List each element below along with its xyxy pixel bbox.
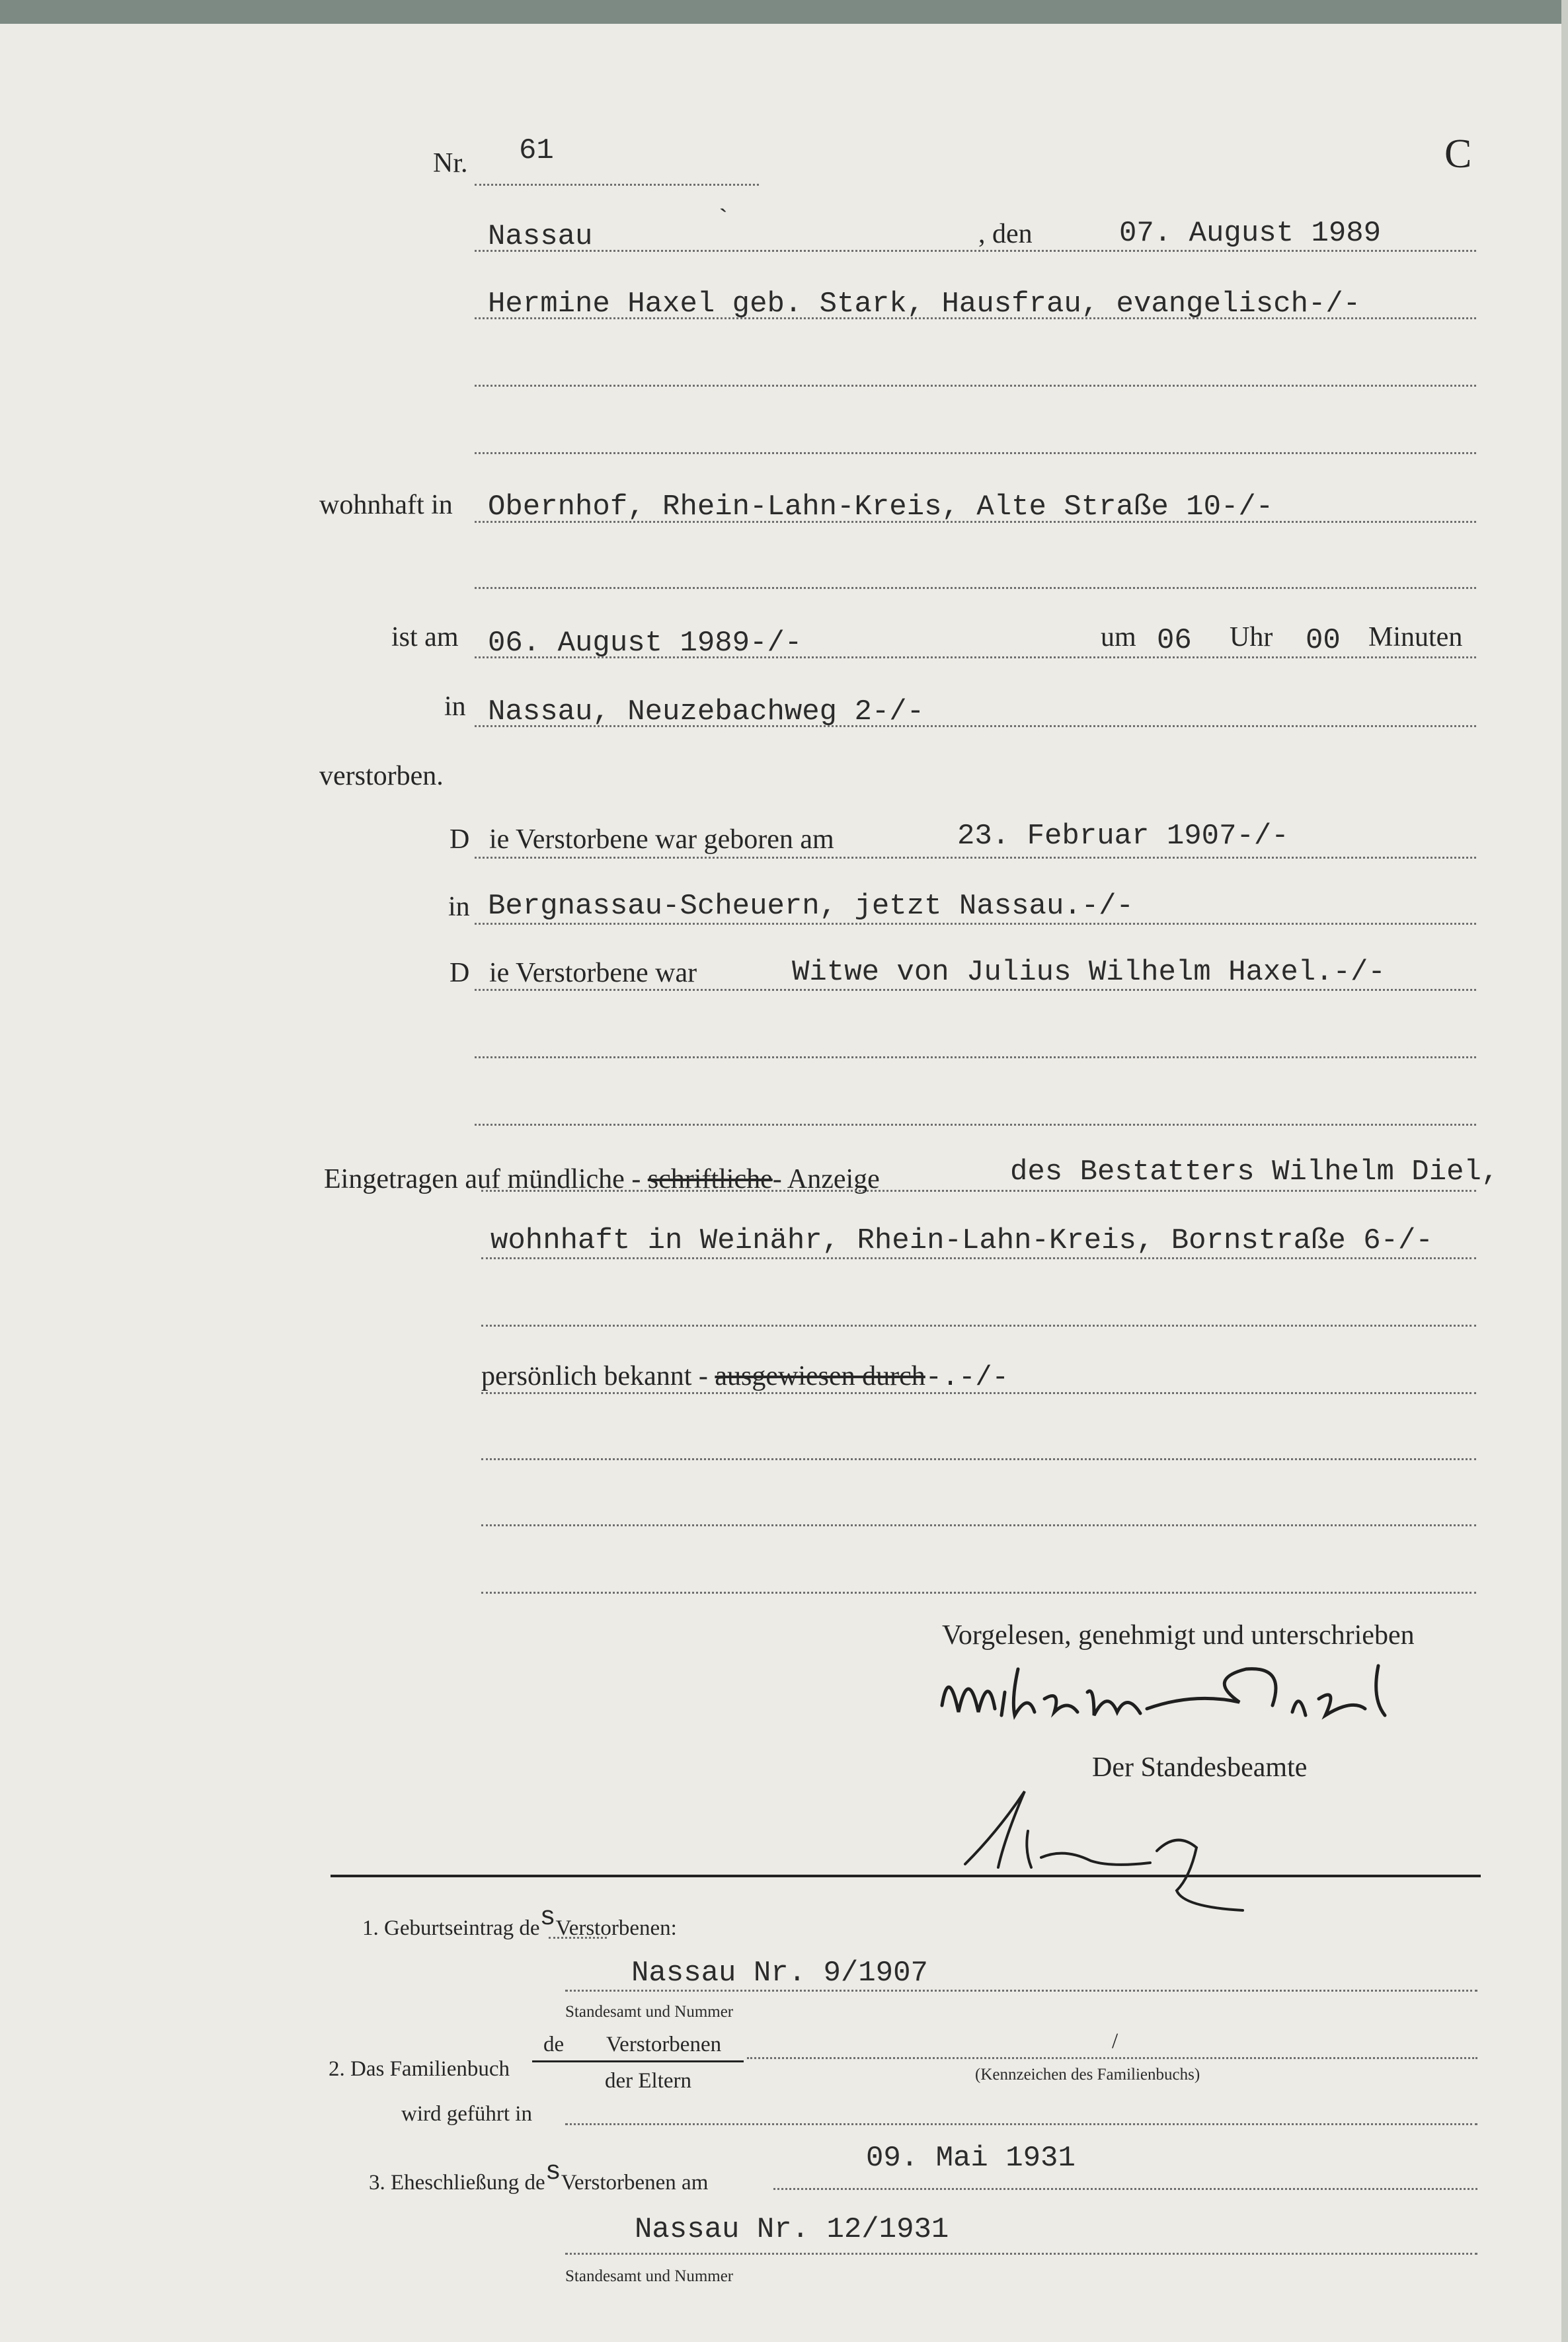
minuten-label: Minuten	[1368, 622, 1463, 652]
blank-line-8	[481, 1524, 1476, 1526]
in-label: in	[444, 691, 466, 722]
birth-date-value: 23. Februar 1907-/-	[957, 820, 1289, 853]
nr-label: Nr.	[433, 148, 468, 178]
uhr-label: Uhr	[1230, 622, 1273, 652]
informant-signature	[929, 1653, 1444, 1745]
note1-value: Nassau Nr. 9/1907	[631, 1957, 928, 1990]
corner-mark: C	[1444, 132, 1472, 176]
birth-place-line	[475, 923, 1476, 925]
scanner-edge-top	[0, 0, 1568, 24]
note2-de: de	[543, 2033, 565, 2056]
date-line	[475, 250, 1476, 252]
standesbeamte-label: Der Standesbeamte	[1092, 1752, 1308, 1783]
note2-slash: /	[1112, 2029, 1118, 2053]
informant-line-1-rule	[481, 1190, 1476, 1192]
blank-line-6	[481, 1325, 1476, 1327]
blank-line-1	[475, 385, 1476, 387]
geboren-label: ie Verstorbene war geboren am	[489, 824, 834, 855]
note2-fraction-bar	[532, 2060, 744, 2062]
death-date-value: 06. August 1989-/-	[488, 627, 803, 660]
ausgewiesen-struck: ausgewiesen durch	[715, 1361, 925, 1391]
note1-de-line	[549, 1937, 607, 1939]
marital-value: Witwe von Julius Wilhelm Haxel.-/-	[792, 956, 1386, 989]
marital-line	[475, 989, 1476, 991]
note2-label: 2. Das Familienbuch	[329, 2057, 510, 2081]
bekannt-label: persönlich bekannt - ausgewiesen durch-.-/-	[481, 1361, 1009, 1393]
note3-caption: Standesamt und Nummer	[565, 2267, 734, 2285]
registrar-signature	[959, 1785, 1289, 1917]
den-label: , den	[978, 219, 1033, 249]
note1-caption: Standesamt und Nummer	[565, 2003, 734, 2021]
note1-value-line	[565, 1990, 1477, 1992]
blank-line-4	[475, 1056, 1476, 1058]
birth-place-value: Bergnassau-Scheuern, jetzt Nassau.-/-	[488, 890, 1134, 923]
note2-caption: (Kennzeichen des Familienbuchs)	[975, 2066, 1200, 2084]
address-value: Obernhof, Rhein-Lahn-Kreis, Alte Straße 10-/-	[488, 490, 1274, 524]
death-place-line	[475, 725, 1476, 727]
geboren-d: D	[450, 824, 470, 855]
death-place-value: Nassau, Neuzebachweg 2-/-	[488, 695, 925, 728]
section-divider	[331, 1875, 1481, 1877]
war-label: ie Verstorbene war	[489, 958, 697, 988]
person-line-rule	[475, 317, 1476, 319]
note3-label: 3. Eheschließung desVerstorbenen am	[369, 2158, 709, 2195]
note1-label: 1. Geburtseintrag desVerstorbenen:	[362, 1903, 677, 1940]
note3-date: 09. Mai 1931	[866, 2142, 1076, 2175]
blank-line-3	[475, 587, 1476, 589]
note2-eltern: der Eltern	[605, 2069, 692, 2093]
war-d: D	[450, 958, 470, 988]
note3-date-line	[773, 2188, 1477, 2190]
hour-value: 06	[1157, 624, 1192, 657]
note3-value-line	[565, 2253, 1477, 2255]
blank-line-9	[481, 1592, 1476, 1594]
blank-line-7	[481, 1458, 1476, 1460]
um-label: um	[1101, 622, 1136, 652]
blank-line-5	[475, 1124, 1476, 1126]
vorgelesen-text: Vorgelesen, genehmigt und unterschrieben	[942, 1620, 1415, 1651]
informant-line-1: des Bestatters Wilhelm Diel,	[1010, 1155, 1499, 1189]
nr-line	[475, 184, 759, 186]
birth-date-line	[475, 857, 1476, 859]
informant-line-2-rule	[481, 1257, 1476, 1259]
birth-in-label: in	[448, 892, 470, 922]
death-date-line	[475, 656, 1476, 658]
wohnhaft-label: wohnhaft in	[319, 490, 453, 520]
person-line: Hermine Haxel geb. Stark, Hausfrau, evangelisch-/-	[488, 288, 1361, 321]
note3-value: Nassau Nr. 12/1931	[635, 2213, 949, 2246]
minute-value: 00	[1306, 624, 1341, 657]
schriftliche-struck: schriftliche	[647, 1164, 773, 1194]
ist-am-label: ist am	[391, 622, 459, 652]
informant-line-2: wohnhaft in Weinähr, Rhein-Lahn-Kreis, Bornstraße 6-/-	[490, 1224, 1433, 1257]
nr-value: 61	[519, 134, 554, 167]
note2-line	[747, 2057, 1477, 2059]
note2-wird-line	[565, 2123, 1477, 2125]
eingetragen-label: Eingetragen auf mündliche - schriftliche- Anzeige	[324, 1164, 880, 1194]
blank-line-2	[475, 452, 1476, 454]
verstorben-label: verstorben.	[319, 761, 444, 791]
note2-verstorbenen: Verstorbenen	[606, 2033, 722, 2056]
date-value: 07. August 1989	[1119, 217, 1382, 250]
scanner-edge-right	[1561, 0, 1568, 2342]
address-line	[475, 521, 1476, 523]
note2-wird: wird geführt in	[401, 2102, 532, 2126]
bekannt-line	[481, 1392, 1476, 1394]
place-tick: `	[715, 206, 732, 236]
place-value: Nassau	[488, 220, 593, 253]
